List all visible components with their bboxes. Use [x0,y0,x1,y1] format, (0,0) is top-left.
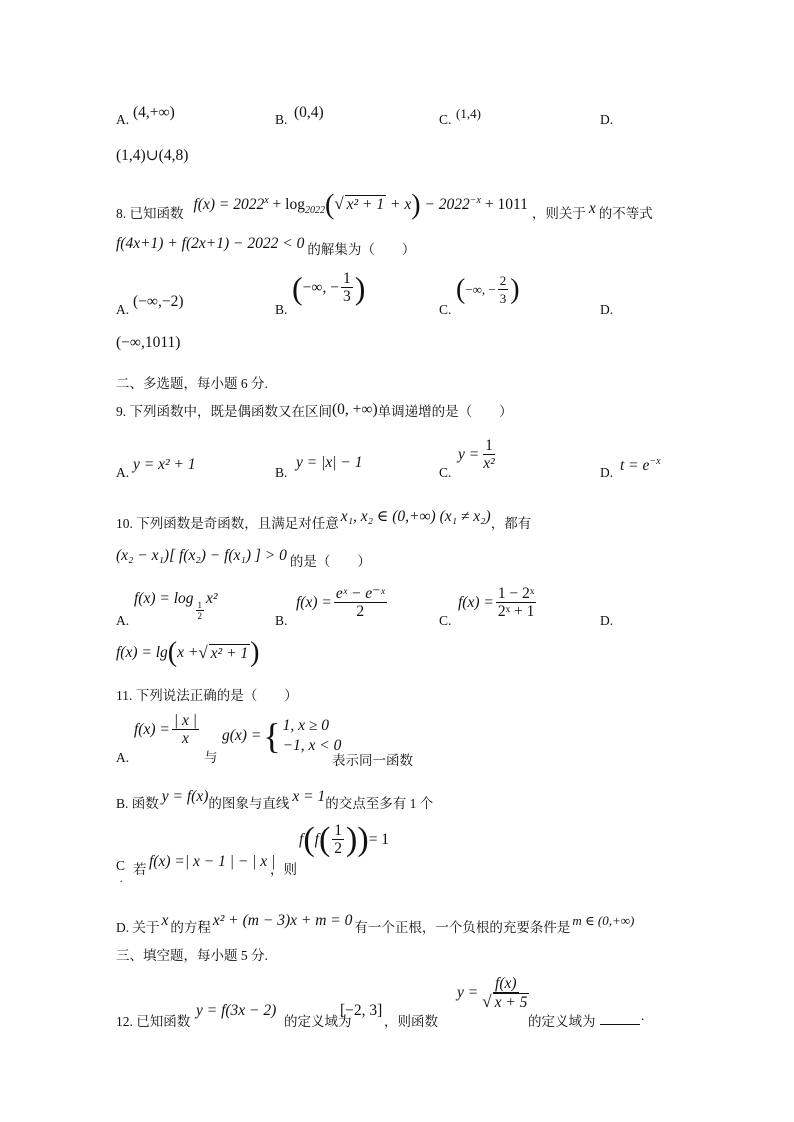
q8-option-a-math: (−∞,−2) [133,293,184,310]
q8-option-b-label: B. [275,302,288,317]
q9-option-a-math: y = x² + 1 [133,456,196,473]
q11-text: 11. 下列说法正确的是（ ） [116,688,298,703]
q8-option-d-math: (−∞,1011) [116,334,181,351]
q10-option-c-math: f(x) = $\frac{\text{1 − 2ˣ}}{\text{2ˣ + 1}}$ [458,585,535,620]
q11-option-a-g: g(x) = { 1, x ≥ 0 −1, x < 0 [222,716,342,756]
q11-case1: 1, x ≥ 0 [282,717,329,734]
q10-text-which: 的是（ ） [289,554,371,569]
q8-option-d-label: D. [600,302,614,317]
q8-option-a-label: A. [116,302,130,317]
q10-text-after: ，都有 [490,516,532,531]
q9-text-after: 单调递增的是（ ） [377,404,513,419]
q11-option-c-math: f(x) =| x − 1 | − | x | [149,853,276,870]
q12-text: 12. 已知函数 [116,1014,191,1029]
q11-option-a-label: A. [116,750,130,765]
q7-option-c-label: C. [439,112,452,127]
q11-option-b: B. 函数 y = f(x) 的图象与直线 x = 1 的交点至多有 1 个 [116,788,434,811]
q8-number: 8. 已知函数 [116,206,184,221]
q8-stem-line2 [116,230,415,258]
q11-option-c-result: f ( f ( $\frac{1}{2}$ ) ) = 1 [299,820,390,858]
q8-function: $f(x) = 2022^x + \log_{2022}(√$ $x^2 + 1 + x) - 2022^{-x} + 1011$ [193,189,528,221]
q7-option-a-math: (4,+∞) [133,104,175,121]
q12-text-tail: 的定义域为 [528,1014,596,1029]
q9-text: 9. 下列函数中，既是偶函数又在区间 [116,404,332,419]
q9-option-d-math: $t = e^{-x}$ [620,456,661,475]
q10-option-b-label: B. [275,613,288,628]
q7-option-d-label: D. [600,112,614,127]
q8-var-x: x [588,200,596,217]
q7-option-b-math: (0,4) [294,104,324,121]
q11-option-a-math: f(x) = $\frac{| x |}{x}$ [134,712,197,747]
q12-answer-blank[interactable] [600,1012,640,1030]
section2-heading: 二、多选题，每小题 6 分. [116,376,268,391]
q12-function-y: y = $\frac{f(x)}{√ x + 5}$ [457,975,528,1011]
q9-stem [116,400,513,420]
q11-option-c-dot: . [120,874,123,885]
q12-domain: [−2, 3] [340,1002,383,1019]
q9-option-b-math: y = |x| − 1 [296,454,363,471]
q12-func: y = f(3x − 2) [196,1002,277,1019]
q8-solution-text: 的解集为（ ） [307,242,416,257]
q10-inequality: (x₂ − x₁)[ f(x₂) − f(x₁) ] > 0 [116,547,287,564]
q11-option-c-label: C [116,858,126,873]
q11-option-a-yu: 与 [204,750,218,765]
q8-inequality: f(4x+1) + f(2x+1) − 2022 < 0 [116,235,305,252]
q10-option-d-math: f(x) = lg ( x + √ x² + 1 ) [116,637,260,668]
q11-option-c-text: 若 [133,862,147,877]
q11-option-a-tail: 表示同一函数 [332,753,413,768]
q11-option-d: D. 关于 x 的方程 x² + (m − 3)x + m = 0 有一个正根，一个负根的充要条件是 m ∈ (0,+∞) [116,912,635,935]
q8-option-c-label: C. [439,302,452,317]
q8-text-after: ，则关于 [531,206,586,221]
q10-option-a-label: A. [116,613,130,628]
q8-option-b-math: ( −∞, − $\frac{1}{3}$ ) [292,269,366,306]
q10-option-d-label: D. [600,613,614,628]
q10-option-c-label: C. [439,613,452,628]
q8-text-after2: 的不等式 [598,206,653,221]
q12-text-domain: 的定义域为 [284,1014,352,1029]
section3-heading: 三、填空题，每小题 5 分. [116,948,268,963]
q10-condition: x₁, x₂ ∈ (0,+∞) (x₁ ≠ x₂) [340,507,491,525]
q10-stem-line1 [116,500,531,532]
q9-option-c-math: y = $\frac{1}{\text{x²}}$ [458,437,495,472]
q12-text-then: ，则函数 [384,1014,438,1029]
q7-option-c-math: (1,4) [456,106,481,121]
q11-option-c-then: ，则 [270,862,297,877]
q7-option-d-math: (1,4)∪(4,8) [116,147,189,164]
q7-option-b-label: B. [275,112,288,127]
q9-interval: (0, +∞) [332,401,378,418]
q10-stem-line2 [116,542,371,570]
q10-option-b-math: f(x) = $\frac{\text{eˣ − e⁻ˣ}}{2}$ [296,585,385,620]
q9-option-a-label: A. [116,465,130,480]
q9-option-b-label: B. [275,465,288,480]
q11-case2: −1, x < 0 [282,737,342,754]
q10-option-a-math: f(x) = log $\frac{1}{2}$ x² [134,590,218,621]
q7-option-a-label: A. [116,112,130,127]
q9-option-d-label: D. [600,465,614,480]
q12-end: . [641,1008,645,1023]
q9-option-c-label: C. [439,465,452,480]
q8-stem-line1 [116,183,653,227]
q10-text: 10. 下列函数是奇函数，且满足对任意 [116,516,339,531]
q8-option-c-math: ( −∞, − $\frac{2}{3}$ ) [456,273,520,306]
